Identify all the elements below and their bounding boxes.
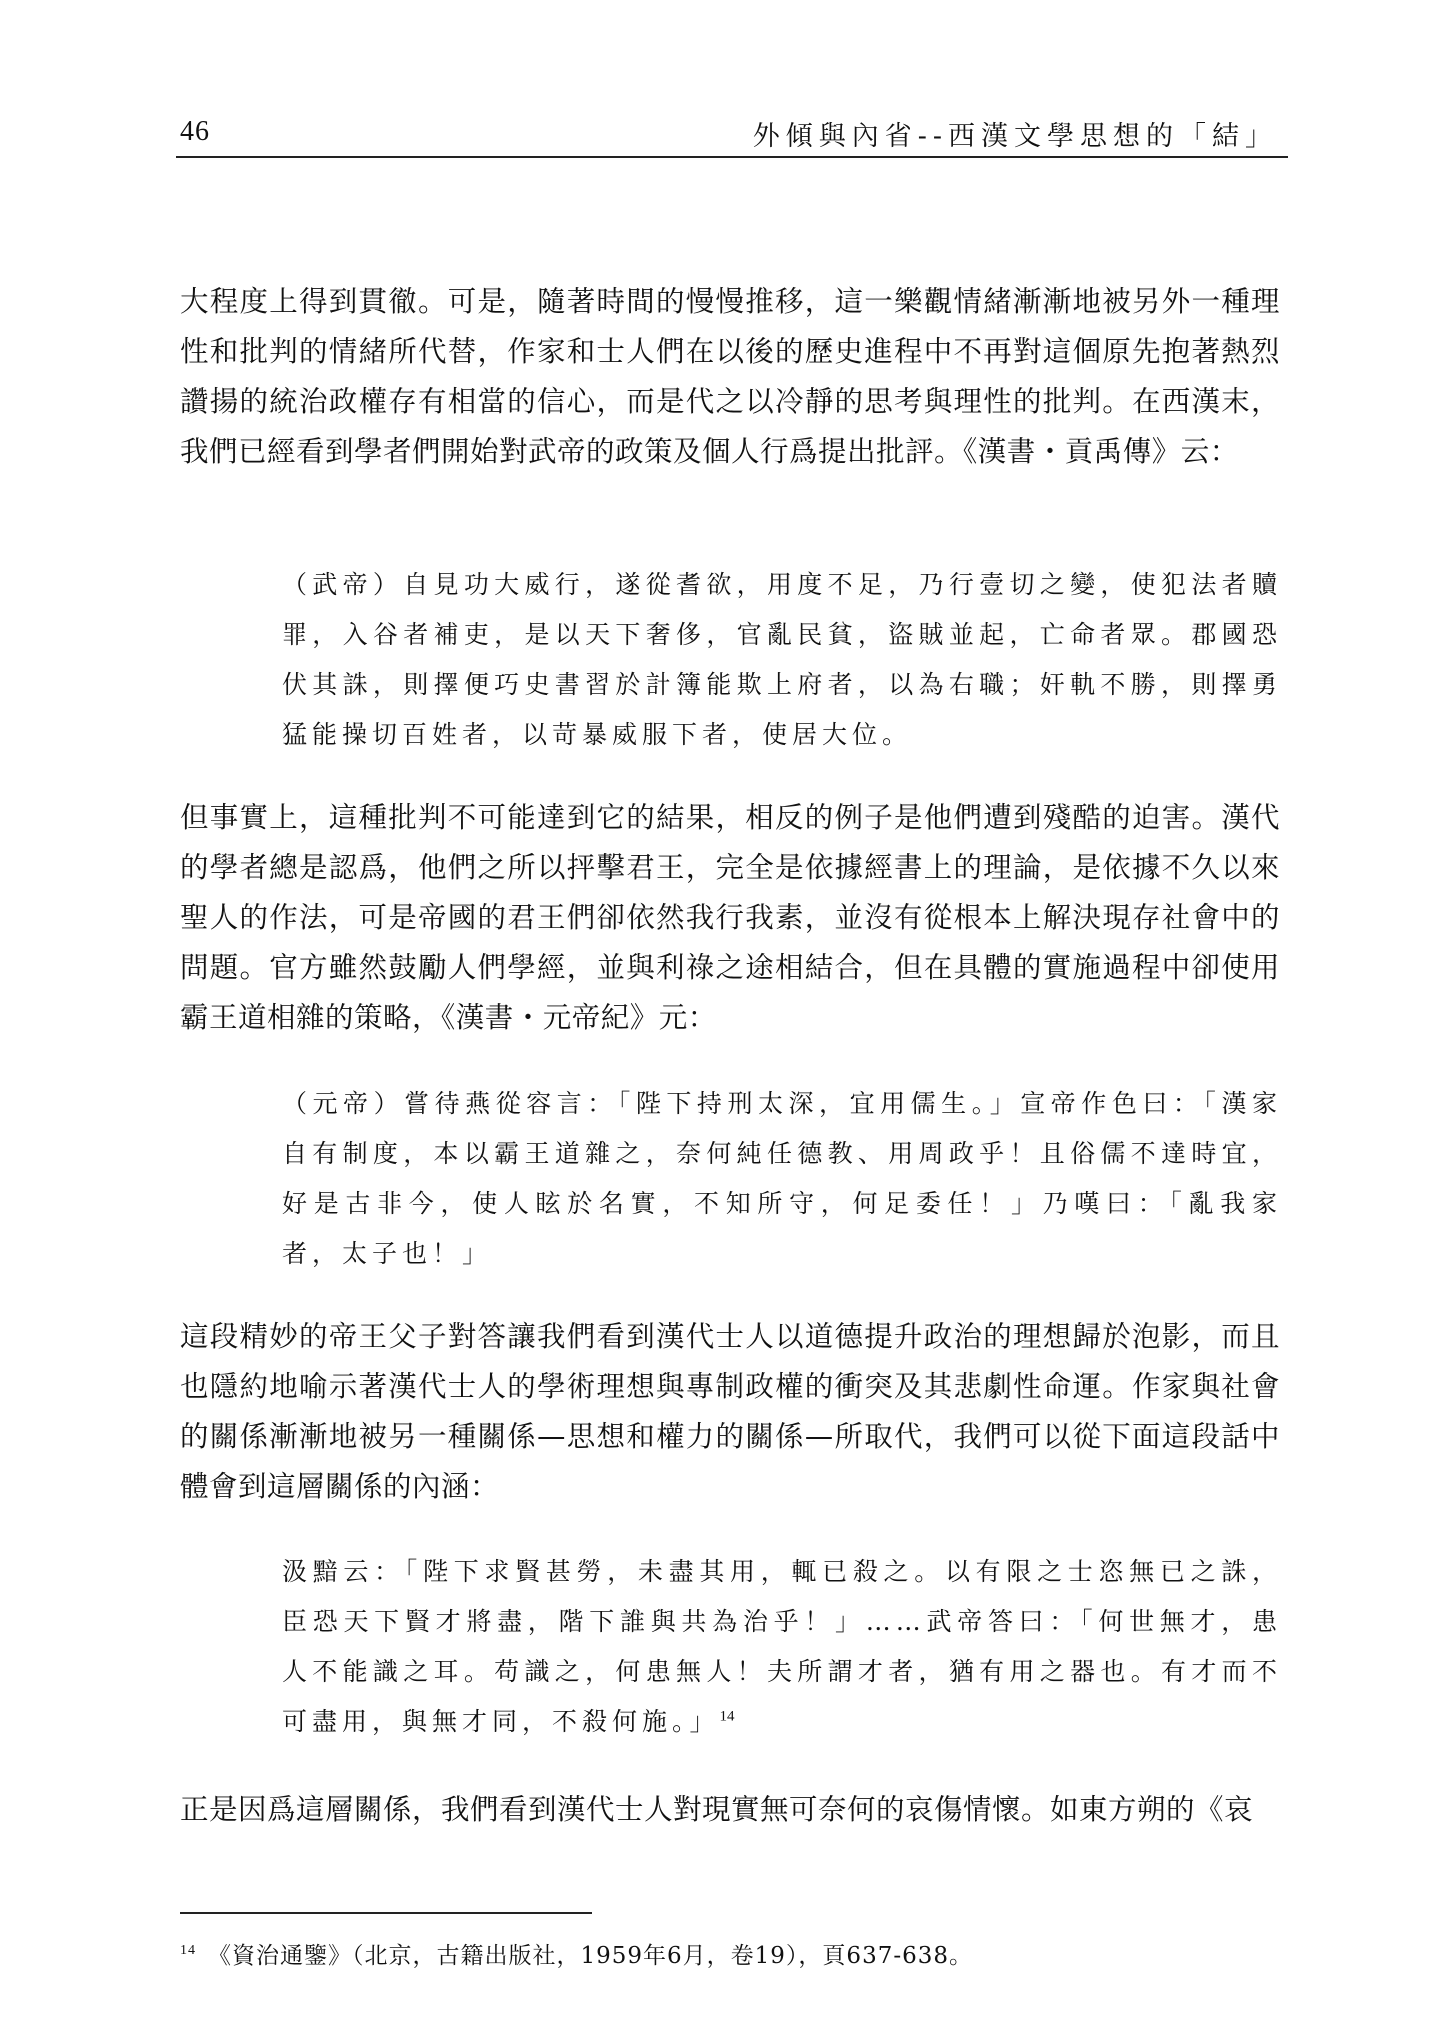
footnote-number: 14 bbox=[180, 1943, 196, 1959]
header-rule bbox=[176, 156, 1288, 158]
block-quote-3 bbox=[282, 1547, 1282, 1747]
block-quote-1: （武帝）自見功大威行，遂從耆欲，用度不足，乃行壹切之變，使犯法者贖罪，入谷者補吏，是以天下奢侈，官亂民貧，盜賊並起，亡命者眾。郡國恐伏其誅，則擇便巧史書習於計簿能欺上府者，以為右職；奸軌不勝，則擇勇猛能操切百姓者，以苛暴威服下者，使居大位。 bbox=[282, 570, 1282, 749]
body-paragraph-3: 這段精妙的帝王父子對答讓我們看到漢代士人以道德提升政治的理想歸於泡影，而且也隱約地喻示著漢代士人的學術理想與專制政權的衝突及其悲劇性命運。作家與社會的關係漸漸地被另一種關係—思想和權力的關係—所取代，我們可以從下面這段話中體會到這層關係的內涵： bbox=[180, 1320, 1280, 1503]
body-paragraph-1: 大程度上得到貫徹。可是，隨著時間的慢慢推移，這一樂觀情緒漸漸地被另外一種理性和批判的情緒所代替，作家和士人們在以後的歷史進程中不再對這個原先抱著熱烈讚揚的統治政權存有相當的信心，而是代之以冷靜的思考與理性的批判。在西漢末，我們已經看到學者們開始對武帝的政策及個人行爲提出批評。《漢書・貢禹傳》云： bbox=[180, 285, 1280, 468]
running-head: 外傾與內省--西漢文學思想的「結」 bbox=[752, 121, 1278, 152]
body-paragraph-2: 但事實上，這種批判不可能達到它的結果，相反的例子是他們遭到殘酷的迫害。漢代的學者總是認爲，他們之所以抨擊君王，完全是依據經書上的理論，是依據不久以來聖人的作法，可是帝國的君王們卻依然我行我素，並沒有從根本上解決現存社會中的問題。官方雖然鼓勵人們學經，並與利祿之途相結合，但在具體的實施過程中卻使用霸王道相雜的策略，《漢書・元帝紀》元： bbox=[180, 801, 1280, 1034]
block-quote-3-text: 汲黯云：「陛下求賢甚勞，未盡其用，輒已殺之。以有限之士恣無已之誅，臣恐天下賢才將盡，階下誰與共為治乎！」……武帝答曰：「何世無才，患人不能識之耳。苟識之，何患無人！夫所謂才者，猶有用之器也。有才而不可盡用，與無才同，不殺何施。」 bbox=[282, 1557, 1282, 1736]
footnote-rule bbox=[180, 1912, 592, 1914]
page-number: 46 bbox=[180, 116, 210, 147]
footnote bbox=[180, 1937, 973, 1970]
block-quote-2: （元帝）嘗待燕從容言：「陛下持刑太深，宜用儒生。」宣帝作色曰：「漢家自有制度，本以霸王道雜之，奈何純任德教、用周政乎！且俗儒不達時宜，好是古非今，使人眩於名實，不知所守，何足委任！」乃嘆曰：「亂我家者，太子也！」 bbox=[282, 1089, 1282, 1268]
body-paragraph-4: 正是因爲這層關係，我們看到漢代士人對現實無可奈何的哀傷情懷。如東方朔的《哀 bbox=[180, 1793, 1254, 1826]
footnote-text: 《資治通鑒》（北京，古籍出版社，1959年6月，卷19），頁637-638。 bbox=[208, 1943, 974, 1969]
footnote-reference: 14 bbox=[719, 1708, 735, 1725]
